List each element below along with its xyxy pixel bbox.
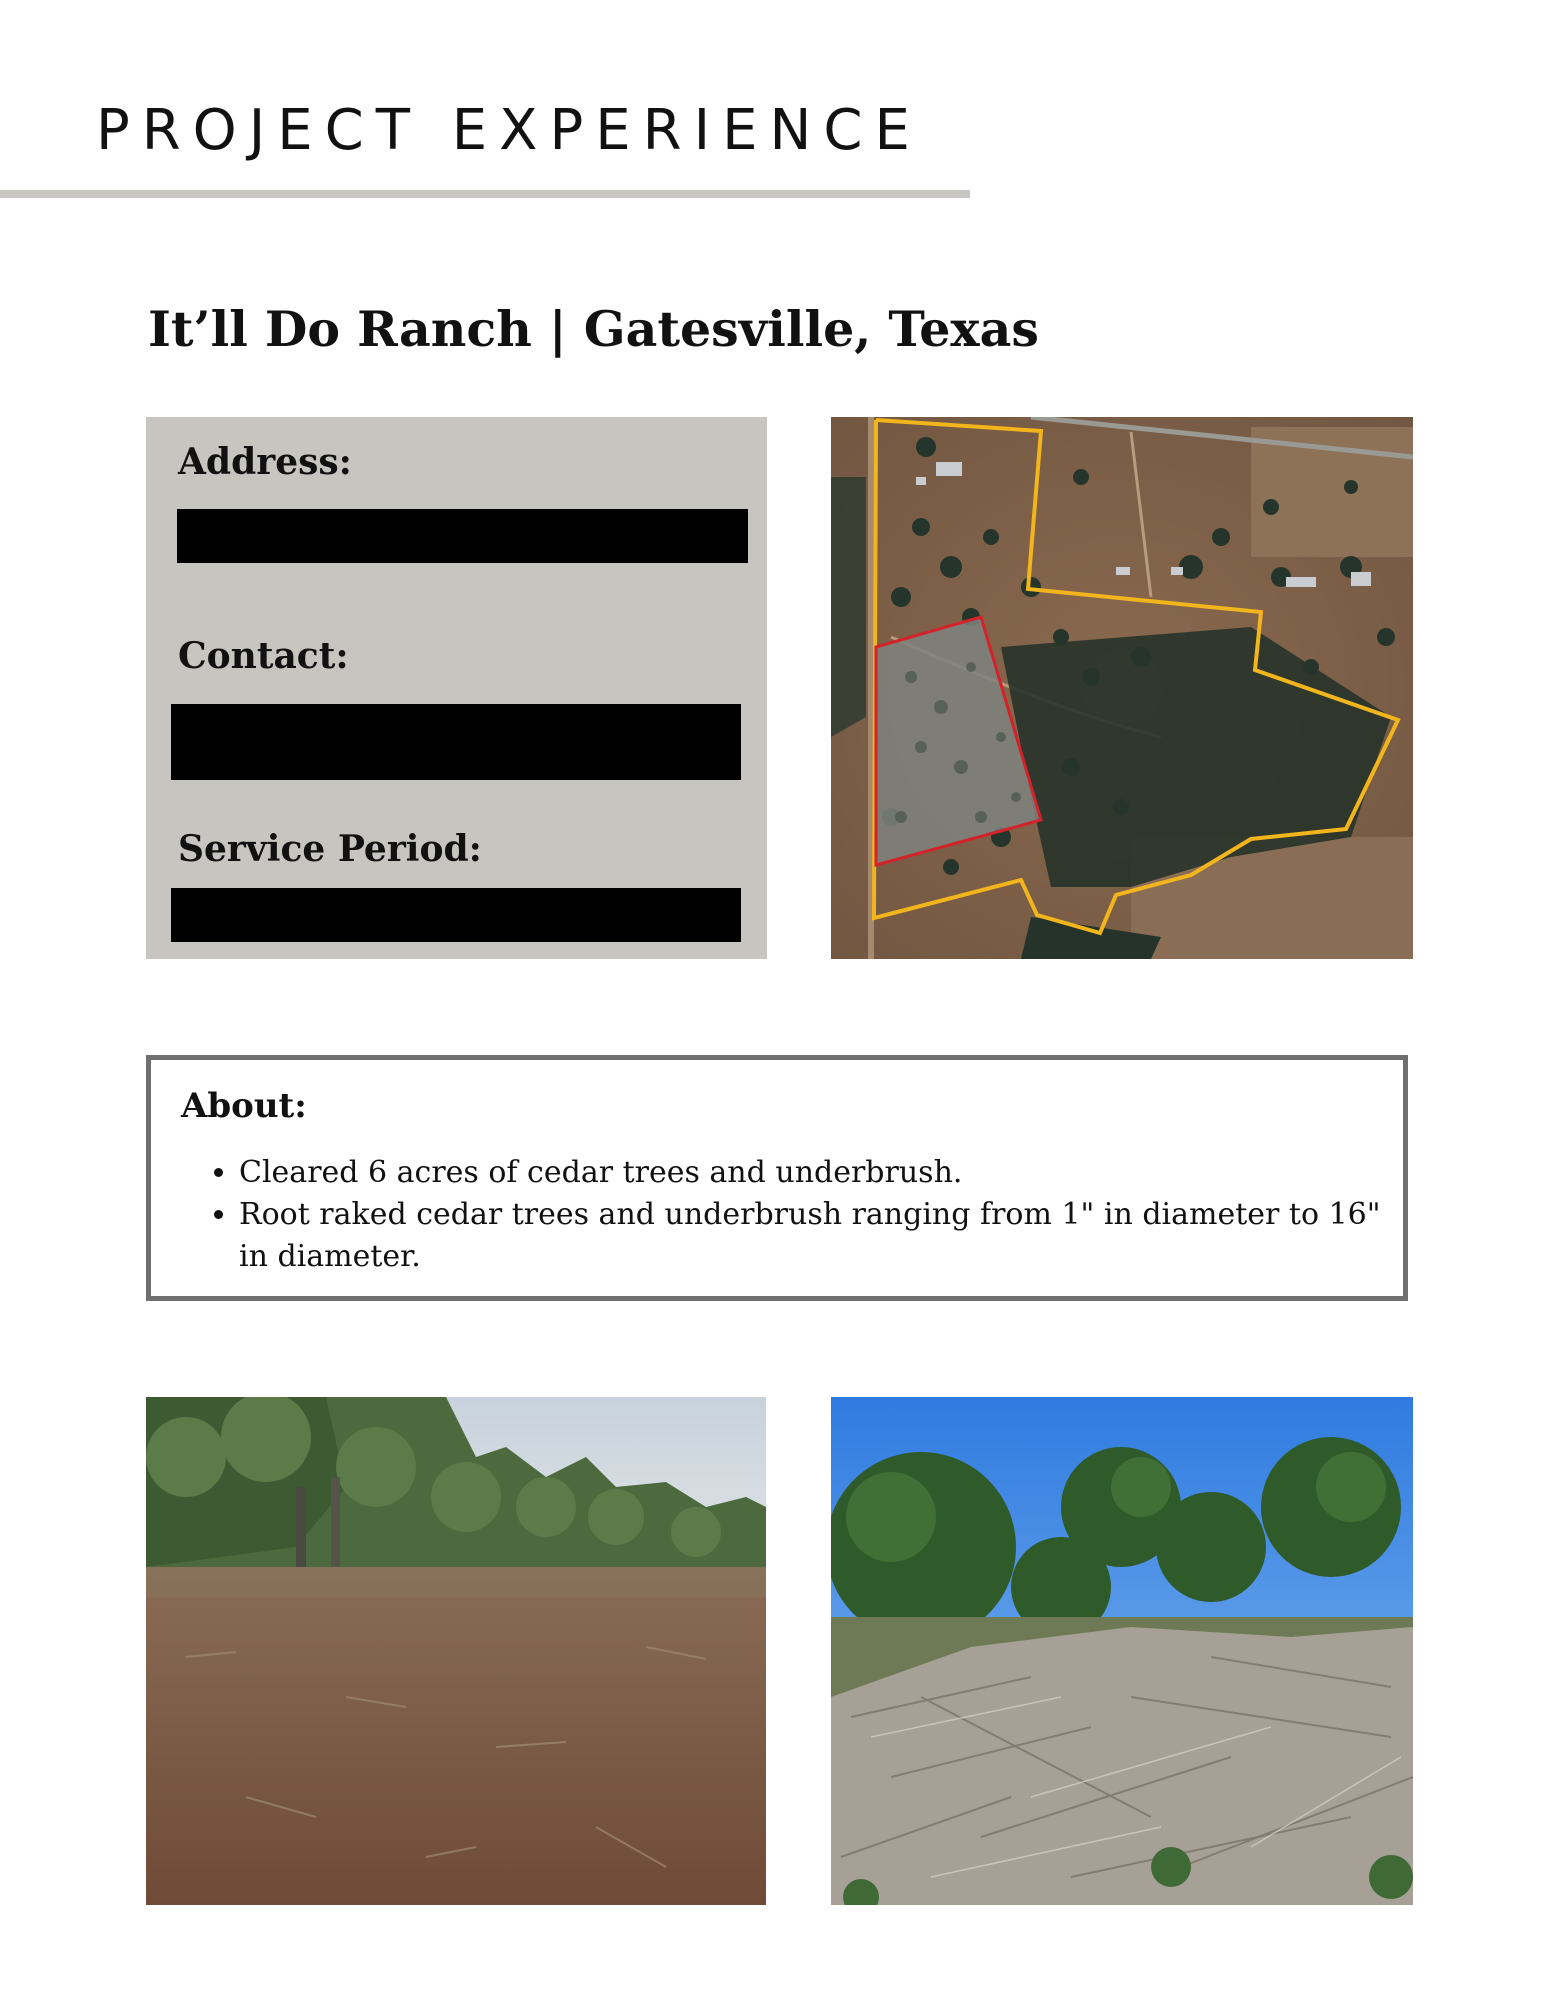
brush-pile-photo (831, 1397, 1413, 1905)
address-label: Address: (178, 441, 352, 483)
aerial-property-map (831, 417, 1413, 959)
cleared-land-photo (146, 1397, 766, 1905)
list-item: • Root raked cedar trees and underbrush ranging from 1" in diameter to 16" in diameter. (239, 1194, 1389, 1278)
contact-redaction (171, 704, 741, 780)
about-bullet-list (201, 1152, 1389, 1278)
address-redaction (177, 509, 748, 563)
page-title: PROJECT EXPERIENCE (96, 98, 922, 163)
about-box (146, 1055, 1408, 1301)
about-label: About: (181, 1086, 307, 1126)
service-period-label: Service Period: (178, 828, 482, 870)
project-title: It’ll Do Ranch | Gatesville, Texas (148, 300, 1039, 358)
service-period-redaction (171, 888, 741, 942)
list-item: • Cleared 6 acres of cedar trees and underbrush. (239, 1152, 1389, 1194)
header-divider (0, 190, 970, 198)
project-info-panel (146, 417, 767, 959)
contact-label: Contact: (178, 635, 349, 677)
